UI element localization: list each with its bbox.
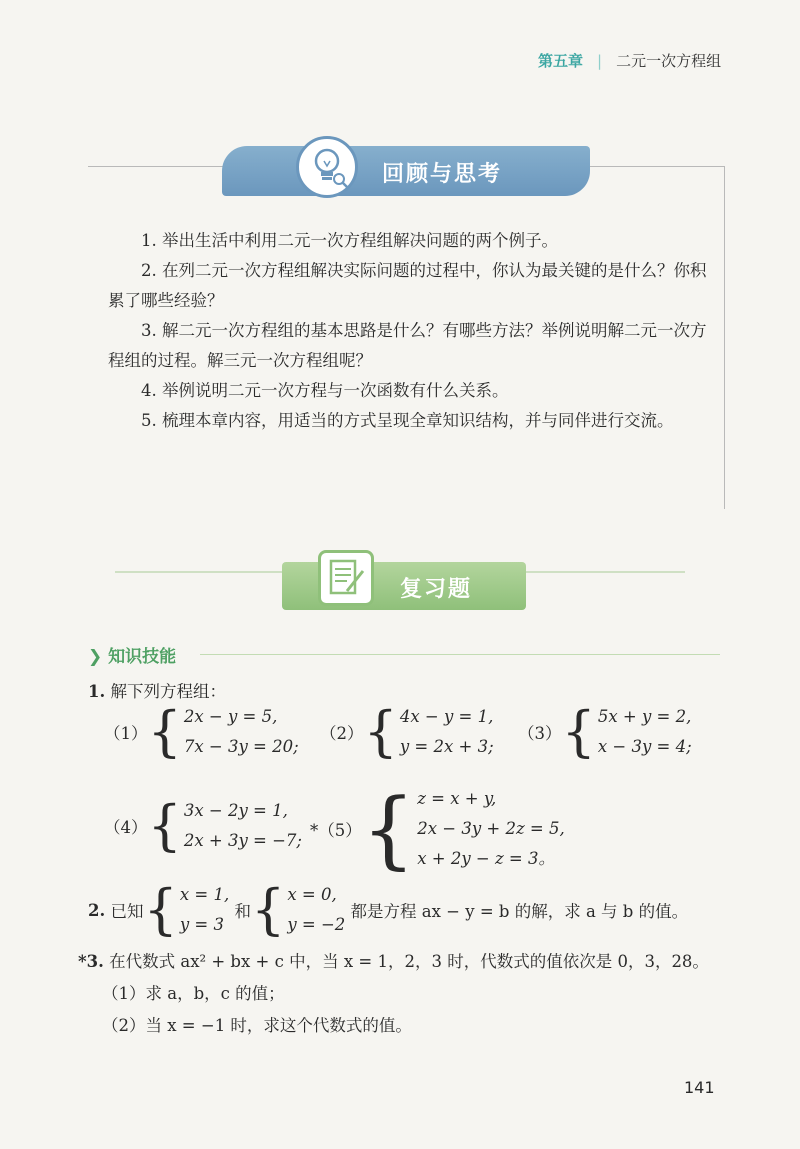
system-label: （2） bbox=[320, 724, 364, 743]
left-brace: { bbox=[143, 878, 178, 941]
equation: z = x + y, bbox=[417, 789, 497, 808]
lightbulb-icon bbox=[296, 136, 358, 198]
question-2 bbox=[88, 880, 688, 940]
header-separator: | bbox=[597, 52, 603, 70]
equation: 5x + y = 2, bbox=[597, 707, 692, 726]
left-brace: { bbox=[561, 700, 596, 763]
equation: x − 3y = 4; bbox=[597, 737, 692, 756]
equation: 3x − 2y = 1, bbox=[183, 801, 288, 820]
left-brace: { bbox=[363, 700, 398, 763]
question-3 bbox=[78, 946, 709, 1042]
running-header bbox=[538, 50, 721, 71]
review-items bbox=[108, 226, 712, 436]
notepad-pencil-icon bbox=[318, 550, 374, 606]
system-1 bbox=[104, 702, 299, 762]
system-5 bbox=[310, 780, 565, 878]
question-text: 在代数式 ax² + bx + c 中，当 x = 1，2，3 时，代数式的值依次是 0，3，28。 bbox=[109, 952, 709, 971]
section-label: 知识技能 bbox=[108, 647, 177, 667]
review-item: 5. 梳理本章内容，用适当的方式呈现全章知识结构，并与同伴进行交流。 bbox=[141, 411, 674, 430]
question-number: *3. bbox=[78, 952, 104, 971]
review-item: 3. 解二元一次方程组的基本思路是什么？有哪些方法？举例说明解二元一次方程组的过程。解三元一次方程组呢？ bbox=[108, 321, 707, 370]
chapter-title: 二元一次方程组 bbox=[616, 52, 722, 70]
review-title: 回顾与思考 bbox=[382, 162, 503, 187]
question-lead: 已知 bbox=[110, 902, 144, 921]
left-brace: { bbox=[147, 700, 182, 763]
sub-question: （1）求 a，b，c 的值； bbox=[102, 984, 285, 1003]
conjunction: 和 bbox=[234, 902, 251, 921]
question-number: 1. bbox=[88, 682, 106, 701]
question-1 bbox=[88, 678, 226, 702]
system-label: （1） bbox=[104, 724, 148, 743]
left-brace: { bbox=[361, 780, 416, 878]
equation: y = 2x + 3; bbox=[399, 737, 494, 756]
system-3 bbox=[518, 702, 692, 762]
equation: 2x + 3y = −7; bbox=[183, 831, 302, 850]
section-knowledge-skills bbox=[88, 642, 176, 667]
question-tail: 都是方程 ax − y = b 的解，求 a 与 b 的值。 bbox=[350, 902, 689, 921]
left-brace: { bbox=[250, 878, 286, 941]
equation: 4x − y = 1, bbox=[399, 707, 494, 726]
chapter-label: 第五章 bbox=[538, 52, 584, 70]
system-4 bbox=[104, 796, 302, 856]
system-label: （4） bbox=[104, 818, 148, 837]
left-brace: { bbox=[147, 794, 182, 857]
equation: y = 3 bbox=[179, 915, 224, 934]
sub-question: （2）当 x = −1 时，求这个代数式的值。 bbox=[102, 1016, 412, 1035]
review-item: 1. 举出生活中利用二元一次方程组解决问题的两个例子。 bbox=[141, 231, 558, 250]
system-2 bbox=[320, 702, 494, 762]
review-item: 2. 在列二元一次方程组解决实际问题的过程中，你认为最关键的是什么？你积累了哪些经验？ bbox=[108, 261, 707, 310]
equation: x = 1, bbox=[179, 885, 230, 904]
equation: 2x − y = 5, bbox=[183, 707, 278, 726]
section-underline bbox=[200, 654, 720, 655]
equation: 2x − 3y + 2z = 5, bbox=[417, 819, 565, 838]
equation: 7x − 3y = 20; bbox=[183, 737, 299, 756]
exercise-title: 复习题 bbox=[400, 577, 473, 602]
equation: y = −2 bbox=[287, 915, 346, 934]
chevron-right-icon: ❯ bbox=[88, 647, 109, 667]
review-item: 4. 举例说明二元一次方程与一次函数有什么关系。 bbox=[141, 381, 509, 400]
equation: x + 2y − z = 3。 bbox=[417, 849, 555, 868]
equation: x = 0, bbox=[287, 885, 337, 904]
system-label: *（5） bbox=[310, 821, 362, 840]
question-text: 解下列方程组： bbox=[110, 682, 226, 701]
system-label: （3） bbox=[518, 724, 562, 743]
question-number: 2. bbox=[88, 900, 106, 920]
page-number: 141 bbox=[684, 1078, 715, 1097]
